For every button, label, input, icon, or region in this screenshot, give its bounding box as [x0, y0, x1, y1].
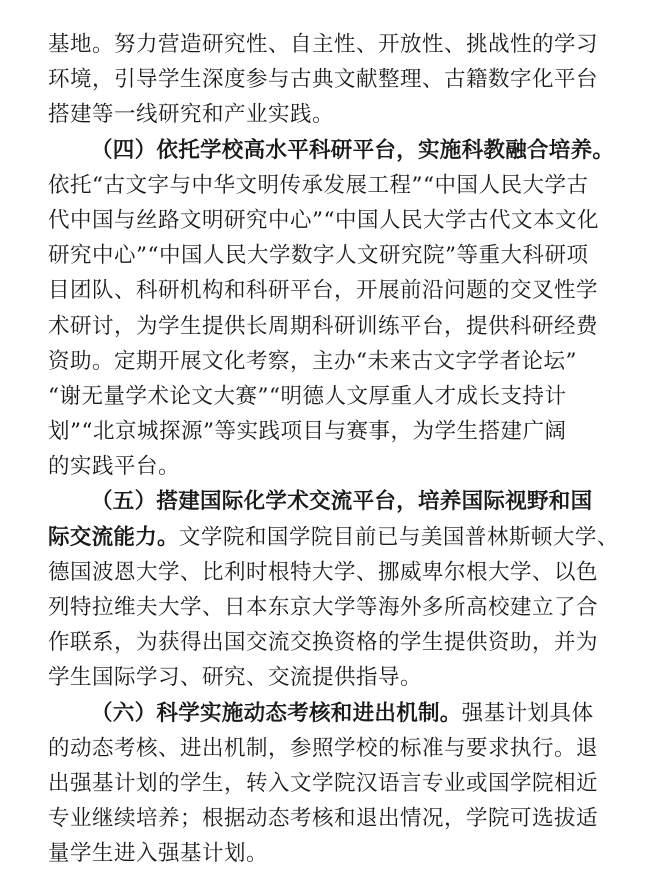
line-text: 作联系，为获得出国交流交换资格的学生提供资助，并为 [48, 630, 599, 656]
heading-text-continued: 际交流能力。 [48, 524, 179, 550]
line-text: 代中国与丝路文明研究中心”“中国人民大学古代文本文化 [48, 207, 599, 233]
paragraph-line [48, 449, 620, 484]
line-text: 强基计划具体 [461, 700, 594, 726]
paragraph-line [48, 62, 620, 97]
paragraph-line [48, 27, 620, 62]
heading-text: （四）依托学校高水平科研平台，实施科教融合培养。 [91, 137, 615, 163]
paragraph-line [48, 625, 620, 660]
section-heading-6 [48, 696, 620, 731]
paragraph-line [48, 836, 620, 871]
section-heading-4 [48, 133, 620, 168]
paragraph-line [48, 590, 620, 625]
line-text: 学生国际学习、研究、交流提供指导。 [48, 665, 423, 691]
line-text: 列特拉维夫大学、日本东京大学等海外多所高校建立了合 [48, 595, 599, 620]
line-text: “谢无量学术论文大赛”“明德人文厚重人才成长支持计 [48, 383, 567, 409]
line-text: 搭建等一线研究和产业实践。 [48, 102, 335, 128]
line-text: 划”“北京城探源”等实践项目与赛事，为学生搭建广阔 [48, 419, 567, 445]
line-text: 目团队、科研机构和科研平台，开展前沿问题的交叉性学 [48, 278, 599, 304]
heading-text: （五）搭建国际化学术交流平台，培养国际视野和国 [91, 489, 593, 515]
paragraph-line [48, 731, 620, 766]
line-text: 研究中心”“中国人民大学数字人文研究院”等重大科研项 [48, 243, 589, 269]
line-text: 专业继续培养；根据动态考核和退出情况，学院可选拔适 [48, 806, 599, 832]
line-text: 资助。定期开展文化考察，主办“未来古文字学者论坛” [48, 348, 577, 374]
paragraph-line [48, 168, 620, 203]
line-text: 的实践平台。 [48, 454, 181, 480]
paragraph-line [48, 766, 620, 801]
paragraph-line [48, 520, 620, 555]
line-text: 文学院和国学院目前已与美国普林斯顿大学、 [178, 524, 619, 550]
line-text: 环境，引导学生深度参与古典文献整理、古籍数字化平台 [48, 67, 599, 93]
paragraph-line [48, 203, 620, 238]
paragraph-line [48, 309, 620, 344]
heading-text: （六）科学实施动态考核和进出机制。 [91, 700, 462, 726]
paragraph-line [48, 414, 620, 449]
document-page [48, 27, 620, 872]
paragraph-line [48, 344, 620, 379]
line-text: 德国波恩大学、比利时根特大学、挪威卑尔根大学、以色 [48, 559, 599, 585]
paragraph-line [48, 379, 620, 414]
line-text: 出强基计划的学生，转入文学院汉语言专业或国学院相近 [48, 770, 599, 796]
paragraph-line [48, 555, 620, 590]
paragraph-line [48, 97, 620, 132]
line-text: 量学生进入强基计划。 [48, 841, 269, 867]
paragraph-line [48, 801, 620, 836]
paragraph-line [48, 660, 620, 695]
line-text: 依托“古文字与中华文明传承发展工程”“中国人民大学古 [48, 172, 589, 198]
paragraph-line [48, 273, 620, 308]
line-text: 的动态考核、进出机制，参照学校的标准与要求执行。退 [48, 735, 599, 761]
line-text: 术研讨，为学生提供长周期科研训练平台，提供科研经费 [48, 313, 599, 339]
paragraph-line [48, 238, 620, 273]
section-heading-5 [48, 484, 620, 519]
line-text: 基地。努力营造研究性、自主性、开放性、挑战性的学习 [48, 32, 599, 57]
